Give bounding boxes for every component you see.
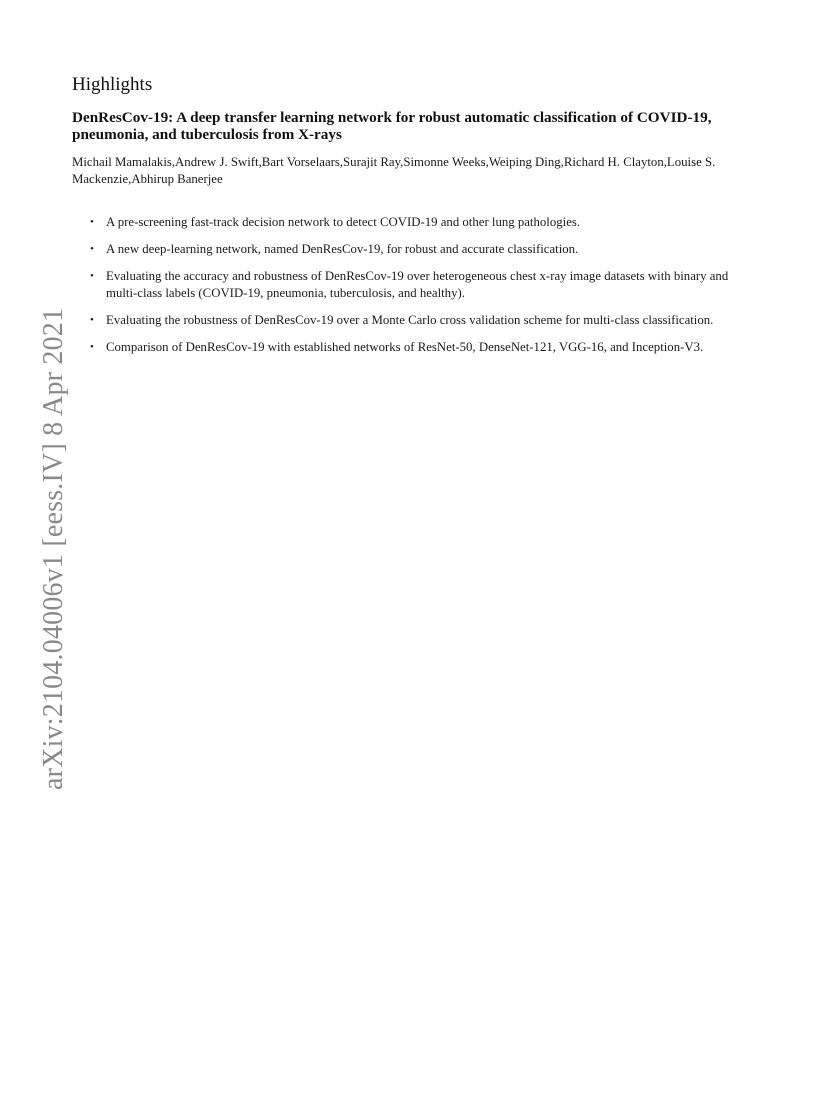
highlights-heading: Highlights xyxy=(72,74,153,95)
author-list: Michail Mamalakis,Andrew J. Swift,Bart Vorselaars,Surajit Ray,Simonne Weeks,Weiping Ding,Richard H. Clayton,Louise S. Mackenzie,Abhirup Banerjee xyxy=(72,155,716,186)
paper-title: DenResCov-19: A deep transfer learning network for robust automatic classification of COVID-19, pneumonia, and tuberculosis from X-rays xyxy=(72,109,712,143)
highlight-text: A new deep-learning network, named DenResCov-19, for robust and accurate classification. xyxy=(106,242,579,256)
highlight-item xyxy=(90,339,762,356)
highlight-item xyxy=(90,312,762,329)
highlight-text: A pre-screening fast-track decision network to detect COVID-19 and other lung pathologies. xyxy=(106,215,581,229)
highlight-text: Comparison of DenResCov-19 with established networks of ResNet-50, DenseNet-121, VGG-16, and Inception-V3. xyxy=(106,339,704,354)
bullet-icon: • xyxy=(90,313,94,326)
bullet-icon: • xyxy=(90,216,94,228)
highlight-text: Evaluating the accuracy and robustness of DenResCov-19 over heterogeneous chest x-ray image datasets with binary and multi-class labels (COVID-19, pneumonia, tuberculosis, and healthy). xyxy=(106,269,729,300)
highlight-text: Evaluating the robustness of DenResCov-19 over a Monte Carlo cross validation scheme for multi-class classification. xyxy=(106,312,714,327)
bullet-icon: • xyxy=(90,270,94,282)
highlight-item xyxy=(90,214,762,231)
arxiv-side-stamp: arXiv:2104.04006v1 [eess.IV] 8 Apr 2021 xyxy=(38,307,69,790)
highlights-list xyxy=(90,214,762,366)
bullet-icon: • xyxy=(90,340,94,353)
bullet-icon: • xyxy=(90,243,94,255)
highlight-item xyxy=(90,268,762,301)
highlight-item xyxy=(90,241,762,258)
